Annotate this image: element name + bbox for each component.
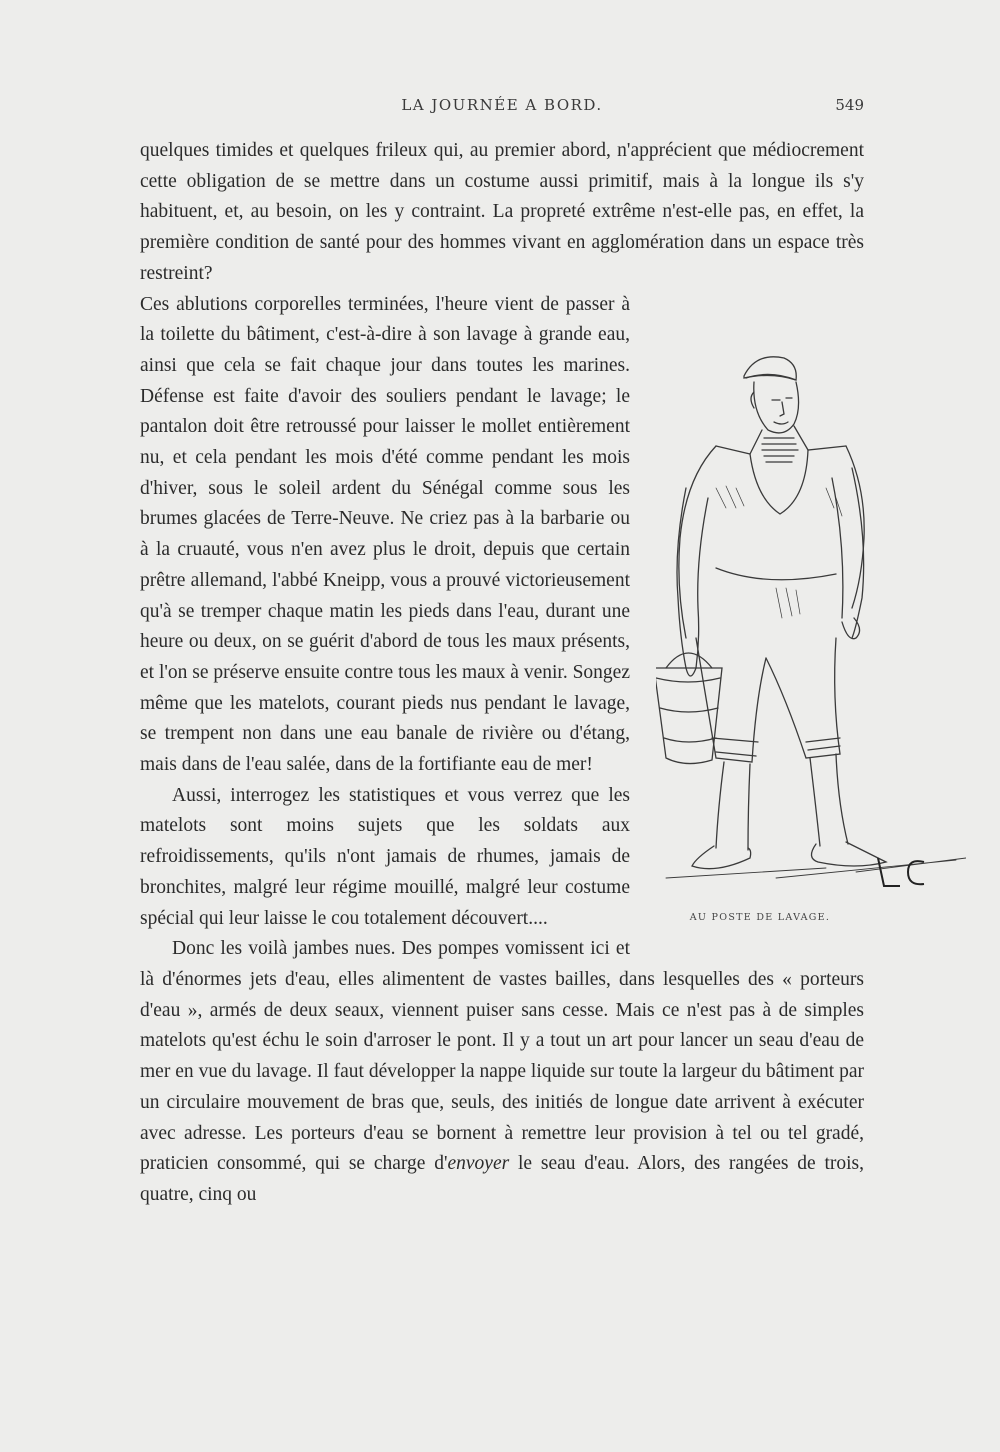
running-title: LA JOURNÉE A BORD. xyxy=(401,96,603,114)
paragraph-3: Aussi, interrogez les statistiques et vous verrez que les matelots sont moins sujets que les soldats aux refroidissements, qu'ils n'ont jamais de rhumes, jamais de bronchites, malgré leur régime mouillé, malgré leur costume spécial qui leur laisse le cou totalement découvert.... xyxy=(140,784,630,929)
paragraph-4 xyxy=(140,934,864,1210)
paragraph-1: quelques timides et quelques frileux qui, au premier abord, n'apprécient que médiocrement cette obligation de se mettre dans un costume aussi primitif, mais à la longue ils s'y habituent, et, au besoin, on les y contraint. La propreté extrême n'est-elle pas, en effet, la première condition de santé pour des hommes vivant en agglomération dans un espace très restreint? xyxy=(140,140,864,284)
paragraph-4-tail: le seau d'eau. Alors, des rangées de trois, quatre, cinq ou xyxy=(140,1153,864,1205)
figure-caption: AU POSTE DE LAVAGE. xyxy=(689,912,831,923)
page-header xyxy=(140,96,864,126)
page-number: 549 xyxy=(835,96,864,114)
paragraph-4-text: Donc les voilà jambes nues. Des pompes vomissent ici et là d'énormes jets d'eau, elles alimentent de vastes bailles, dans lesquelles des « porteurs d'eau », armés de deux seaux, viennent puiser sans cesse. Mais ce n'est pas à de simples matelots qu'est échu le soin d'arroser le pont. Il y a tout un art pour lancer un seau d'eau de mer en vue du lavage. Il faut développer la nappe liquide sur toute la largeur du bâtiment par un circulaire mouvement de bras que, seuls, des initiés de longue date arrivent à exécuter avec adresse. Les porteurs d'eau se bornent à remettre leur provision à tel ou tel gradé, praticien consommé, qui se charge d' xyxy=(140,938,864,1175)
sailor-illustration xyxy=(656,338,966,898)
paragraph-2: Ces ablutions corporelles terminées, l'heure vient de passer à la toilette du bâtiment, c'est-à-dire à son lavage à grande eau, ainsi que cela se fait chaque jour dans toutes les marines. Défense est faite d'avoir des souliers pendant le lavage; le pantalon doit être retroussé pour laisser le mollet entièrement nu, et cela pendant les mois d'été comme pendant les mois d'hiver, sous le soleil ardent du Sénégal comme sous les brumes glacées de Terre-Neuve. Ne criez pas à la barbarie ou à la cruauté, vous n'en avez plus le droit, depuis que certain prêtre allemand, l'abbé Kneipp, vous a prouvé victorieusement qu'à se tremper chaque matin les pieds dans l'eau, durant une heure ou deux, on se guérit d'abord de tous les maux présents, et l'on se préserve ensuite contre tous les maux à venir. Songez même que les matelots, courant pieds nus pendant le lavage, se trempent non dans une eau banale de rivière ou d'étang, mais dans de l'eau salée, dans de la fortifiante eau de mer! xyxy=(140,293,630,776)
paragraph-4-italic: envoyer xyxy=(447,1153,510,1175)
